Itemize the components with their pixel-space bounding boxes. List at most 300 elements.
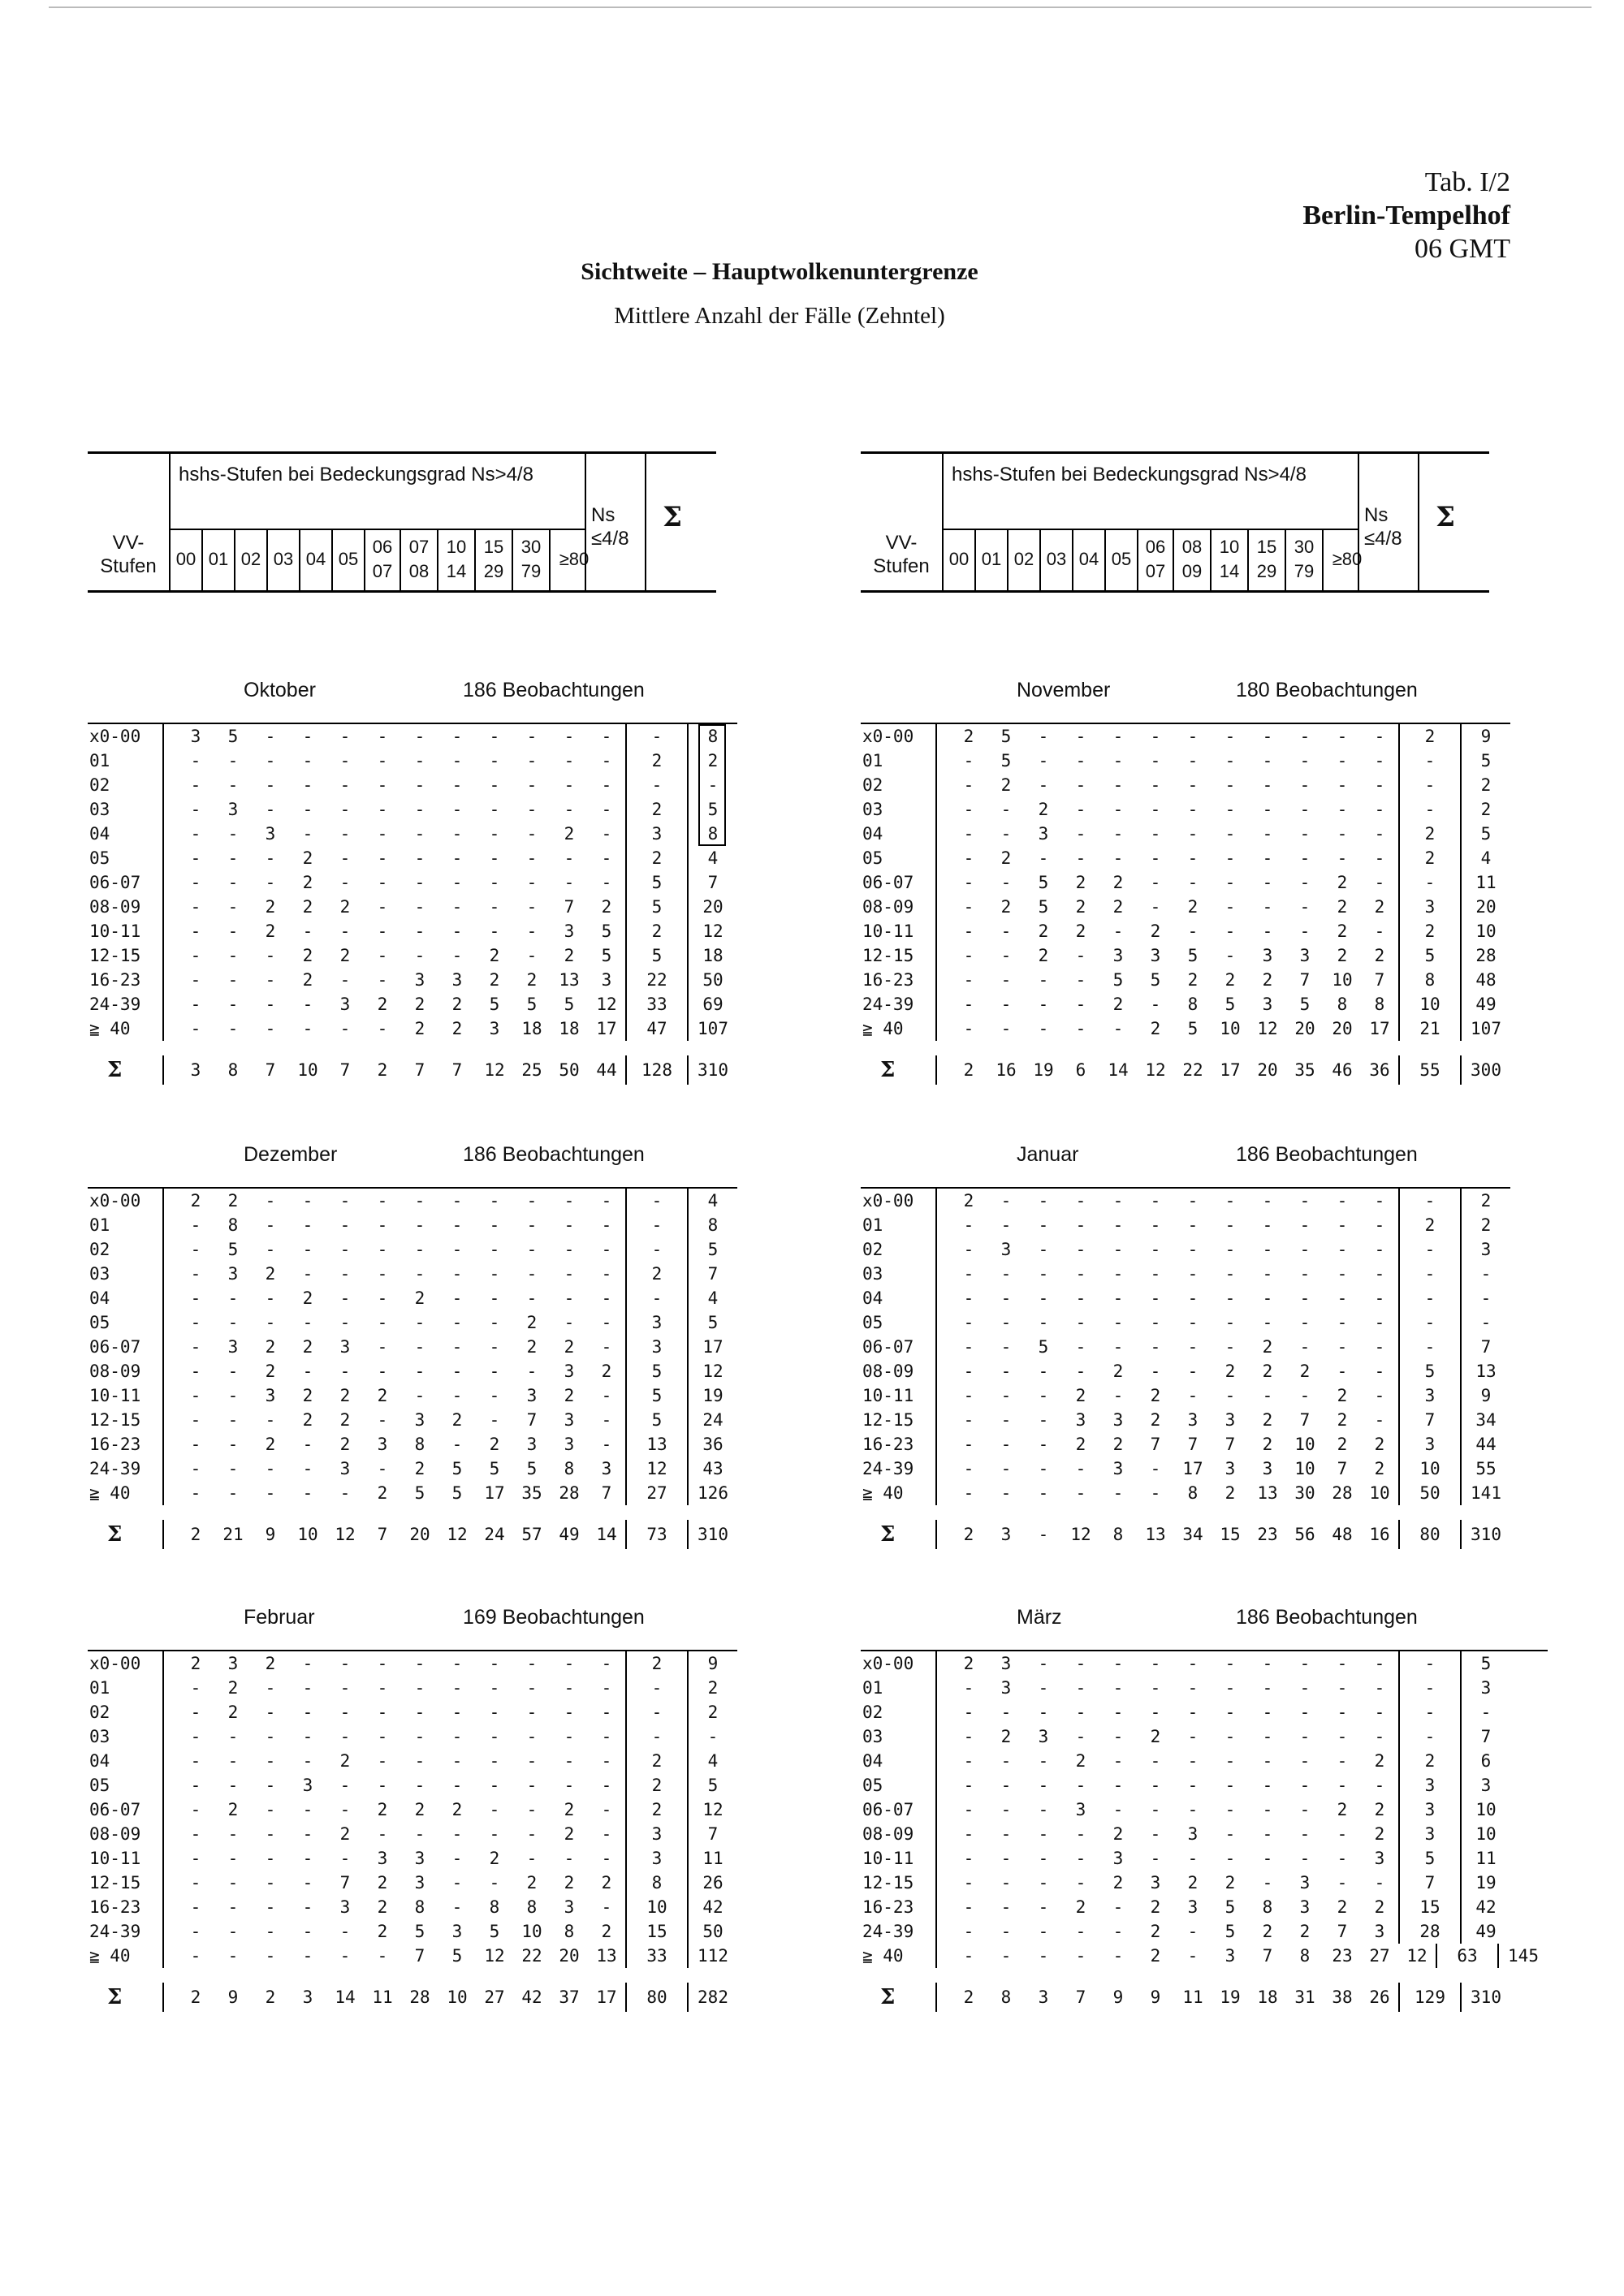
table-cell: 7: [1374, 970, 1385, 990]
table-cell: -: [227, 1946, 239, 1966]
table-cell: -: [1150, 1678, 1161, 1698]
table-cell: -: [414, 1727, 425, 1746]
table-cell: -: [963, 1313, 974, 1332]
table-cell: -: [377, 1410, 388, 1430]
table-cell: -: [1187, 1703, 1199, 1722]
ns-cell: 2: [625, 846, 687, 870]
table-cell: 8: [564, 1922, 575, 1941]
table-row: [88, 1408, 737, 1432]
table-cell: 3: [414, 970, 425, 990]
table-cell: 2: [339, 1435, 351, 1454]
table-cell: 2: [1224, 970, 1236, 990]
table-cell: -: [1000, 1897, 1012, 1917]
table-cell: -: [1262, 1849, 1273, 1868]
sum-total-cell: 129: [1398, 1983, 1460, 2012]
ns-cell: 33: [625, 992, 687, 1016]
vv-stufe-label: x0-00: [862, 727, 914, 746]
table-cell: -: [1038, 1703, 1049, 1722]
sum-total-cell: 26: [1369, 1987, 1390, 2007]
table-cell: -: [1038, 1873, 1049, 1892]
table-cell: -: [963, 1824, 974, 1844]
table-cell: -: [1075, 727, 1086, 746]
table-cell: -: [1374, 1410, 1385, 1430]
sum-row: [88, 1520, 737, 1549]
table-cell: -: [1224, 873, 1236, 892]
table-cell: -: [414, 946, 425, 965]
column-divider: [162, 773, 177, 797]
table-cell: 18: [521, 1019, 542, 1038]
table-cell: -: [564, 848, 575, 868]
table-cell: -: [1299, 824, 1311, 844]
table-cell: -: [190, 921, 201, 941]
table-cell: -: [1224, 1800, 1236, 1819]
table-cell: -: [1187, 1654, 1199, 1673]
table-cell: 3: [227, 1337, 239, 1357]
table-cell: -: [414, 775, 425, 795]
vv-stufe-label: 04: [862, 824, 883, 844]
table-cell: -: [1262, 848, 1273, 868]
table-cell: -: [1075, 1849, 1086, 1868]
table-cell: -: [265, 1288, 276, 1308]
table-cell: -: [1112, 1386, 1124, 1405]
table-cell: 2: [227, 1678, 239, 1698]
column-divider: [935, 1651, 950, 1676]
table-cell: -: [963, 1776, 974, 1795]
table-cell: -: [1075, 1240, 1086, 1259]
ns-cell: 3: [1398, 1822, 1460, 1846]
table-cell: -: [1374, 1313, 1385, 1332]
table-row: [861, 1237, 1510, 1262]
sum-cell: 24: [687, 1408, 737, 1432]
table-cell: 2: [302, 1337, 313, 1357]
vv-stufe-label: 24-39: [862, 1922, 914, 1941]
table-cell: -: [564, 1703, 575, 1722]
table-row: [861, 1481, 1510, 1505]
month-name: Oktober: [244, 679, 316, 701]
table-row: [861, 1700, 1548, 1724]
ns-cell: -: [625, 1237, 687, 1262]
table-cell: 5: [1150, 970, 1161, 990]
table-cell: -: [265, 1703, 276, 1722]
table-cell: -: [1000, 1191, 1012, 1211]
table-cell: 2: [1262, 970, 1273, 990]
ns-cell: 5: [1398, 1359, 1460, 1383]
sum-total-cell: 19: [1220, 1987, 1241, 2007]
table-cell: -: [1150, 1483, 1161, 1503]
table-cell: 3: [339, 1897, 351, 1917]
ns-cell: 5: [625, 870, 687, 895]
table-cell: -: [227, 1849, 239, 1868]
table-cell: 2: [302, 873, 313, 892]
table-cell: 2: [564, 1386, 575, 1405]
table-cell: -: [190, 1776, 201, 1795]
column-divider: [935, 1724, 950, 1749]
table-cell: -: [1187, 751, 1199, 770]
table-cell: -: [1000, 800, 1012, 819]
table-row: [861, 1724, 1548, 1749]
table-cell: -: [1075, 1288, 1086, 1308]
column-divider: [162, 1055, 177, 1085]
stufen-code: 15 29: [474, 529, 512, 590]
stufen-code: 30 79: [1285, 529, 1322, 590]
table-cell: 5: [526, 995, 538, 1014]
table-cell: 3: [1299, 1873, 1311, 1892]
table-cell: -: [377, 800, 388, 819]
table-cell: -: [1374, 1678, 1385, 1698]
table-cell: -: [526, 1288, 538, 1308]
vv-stufe-label: 10-11: [862, 921, 914, 941]
table-cell: 2: [339, 1824, 351, 1844]
table-cell: 2: [564, 1873, 575, 1892]
table-cell: 3: [1187, 1824, 1199, 1844]
month-name: Dezember: [244, 1143, 338, 1166]
table-cell: 2: [564, 1337, 575, 1357]
table-cell: -: [302, 1191, 313, 1211]
sum-cell: 3: [1460, 1237, 1510, 1262]
month-name: Januar: [1017, 1143, 1079, 1166]
table-cell: -: [1150, 824, 1161, 844]
table-cell: -: [339, 1240, 351, 1259]
header-divider: [1418, 454, 1419, 590]
table-cell: -: [1112, 848, 1124, 868]
table-cell: -: [963, 775, 974, 795]
table-cell: -: [963, 970, 974, 990]
table-cell: -: [1112, 1264, 1124, 1284]
stufen-heading: hshs-Stufen bei Bedeckungsgrad Ns>4/8: [952, 464, 1307, 486]
table-cell: 2: [1337, 1897, 1348, 1917]
table-row: [88, 822, 737, 846]
sum-total-cell: 12: [335, 1525, 356, 1544]
table-cell: 8: [1262, 1897, 1273, 1917]
table-cell: -: [1150, 1240, 1161, 1259]
table-cell: -: [227, 1897, 239, 1917]
ns-cell: -: [1398, 1700, 1460, 1724]
table-cell: -: [1000, 1776, 1012, 1795]
vv-stufe-label: 03: [89, 800, 110, 819]
table-cell: -: [1224, 897, 1236, 917]
table-row: [861, 1798, 1548, 1822]
table-cell: -: [227, 1922, 239, 1941]
table-cell: -: [190, 1922, 201, 1941]
table-cell: 3: [1038, 824, 1049, 844]
vv-stufe-label: 16-23: [89, 1435, 141, 1454]
stufen-code: 03: [1039, 529, 1072, 590]
ns-cell: 27: [625, 1481, 687, 1505]
table-cell: -: [1000, 1313, 1012, 1332]
sum-total-cell: 46: [1332, 1060, 1353, 1080]
table-cell: -: [451, 775, 463, 795]
ns-cell: 15: [625, 1919, 687, 1944]
sum-cell: -: [1460, 1700, 1510, 1724]
table-cell: 3: [414, 1873, 425, 1892]
table-cell: 7: [1299, 1410, 1311, 1430]
table-cell: 23: [1332, 1946, 1353, 1966]
table-cell: 2: [1337, 1386, 1348, 1405]
table-cell: -: [339, 824, 351, 844]
column-divider: [162, 1286, 177, 1310]
table-cell: -: [1224, 1240, 1236, 1259]
table-cell: 3: [265, 824, 276, 844]
table-cell: -: [489, 1264, 500, 1284]
table-cell: -: [601, 1288, 612, 1308]
table-cell: -: [1224, 1703, 1236, 1722]
table-cell: -: [601, 1410, 612, 1430]
table-cell: 5: [451, 1459, 463, 1478]
table-cell: -: [1150, 1215, 1161, 1235]
table-cell: -: [601, 1776, 612, 1795]
table-cell: -: [1224, 1313, 1236, 1332]
table-cell: -: [1112, 1654, 1124, 1673]
table-cell: -: [1374, 1873, 1385, 1892]
sum-cell: 2: [687, 1676, 737, 1700]
table-cell: -: [190, 1800, 201, 1819]
vv-stufe-label: 06-07: [89, 1800, 141, 1819]
table-cell: -: [451, 1288, 463, 1308]
table-cell: -: [1337, 1191, 1348, 1211]
observation-count: 186 Beobachtungen: [463, 679, 645, 701]
table-cell: -: [377, 873, 388, 892]
table-cell: -: [963, 1678, 974, 1698]
table-cell: 3: [1262, 946, 1273, 965]
table-cell: -: [1000, 1849, 1012, 1868]
vv-stufe-label: ≧ 40: [89, 1019, 131, 1038]
table-row: [861, 1432, 1510, 1457]
table-row: [88, 1700, 737, 1724]
table-cell: 12: [484, 1946, 505, 1966]
table-cell: -: [1075, 1362, 1086, 1381]
table-cell: 35: [521, 1483, 542, 1503]
table-cell: 2: [1112, 1362, 1124, 1381]
table-cell: -: [451, 1873, 463, 1892]
table-cell: -: [414, 824, 425, 844]
table-cell: 2: [1374, 1897, 1385, 1917]
table-cell: -: [489, 1410, 500, 1430]
vv-stufe-label: 05: [89, 848, 110, 868]
table-cell: 3: [1000, 1654, 1012, 1673]
ns-cell: -: [625, 1286, 687, 1310]
table-cell: 2: [601, 1873, 612, 1892]
column-divider: [162, 1457, 177, 1481]
stufen-codes: [942, 529, 1371, 590]
table-cell: -: [414, 873, 425, 892]
table-row: [88, 992, 737, 1016]
table-cell: -: [302, 1483, 313, 1503]
table-row: [861, 1408, 1510, 1432]
table-cell: -: [377, 848, 388, 868]
ns-cell: -: [625, 1676, 687, 1700]
table-cell: -: [1000, 1824, 1012, 1844]
vv-stufe-label: 16-23: [862, 1435, 914, 1454]
table-cell: -: [1187, 824, 1199, 844]
ns-cell: 7: [1398, 1408, 1460, 1432]
table-cell: -: [1150, 1800, 1161, 1819]
table-cell: -: [1299, 873, 1311, 892]
column-divider: [935, 1432, 950, 1457]
table-cell: 3: [564, 1410, 575, 1430]
table-cell: -: [190, 970, 201, 990]
table-cell: 7: [1187, 1435, 1199, 1454]
table-cell: -: [564, 1727, 575, 1746]
sum-cell: 7: [687, 1822, 737, 1846]
table-cell: -: [339, 1019, 351, 1038]
table-cell: 3: [227, 800, 239, 819]
sum-cell: 12: [687, 919, 737, 943]
table-cell: -: [1299, 1191, 1311, 1211]
table-cell: -: [339, 1776, 351, 1795]
table-cell: 3: [1112, 946, 1124, 965]
table-cell: -: [377, 751, 388, 770]
table-row: [88, 870, 737, 895]
table-cell: -: [1337, 1849, 1348, 1868]
table-cell: -: [1262, 1776, 1273, 1795]
ns-cell: 3: [1398, 1432, 1460, 1457]
table-cell: -: [1262, 1386, 1273, 1405]
table-cell: -: [414, 800, 425, 819]
table-cell: -: [339, 1191, 351, 1211]
sum-cell: 5: [687, 1310, 737, 1335]
table-cell: -: [489, 1727, 500, 1746]
table-cell: -: [1187, 1191, 1199, 1211]
stufen-code: 06 07: [1137, 529, 1173, 590]
table-cell: 3: [1112, 1459, 1124, 1478]
table-cell: -: [302, 1654, 313, 1673]
table-cell: -: [265, 1678, 276, 1698]
sum-label: Σ: [107, 1522, 123, 1547]
table-row: [88, 943, 737, 968]
ns-cell: -: [1398, 797, 1460, 822]
table-cell: -: [1262, 775, 1273, 795]
table-cell: -: [1075, 970, 1086, 990]
table-cell: 2: [1299, 1362, 1311, 1381]
sum-cell: 4: [687, 846, 737, 870]
table-cell: -: [1150, 848, 1161, 868]
table-cell: -: [302, 1800, 313, 1819]
table-cell: -: [1112, 1313, 1124, 1332]
table-cell: -: [227, 751, 239, 770]
table-cell: -: [1374, 1191, 1385, 1211]
table-cell: -: [1112, 1288, 1124, 1308]
table-cell: 3: [1075, 1800, 1086, 1819]
top-rule: [49, 6, 1592, 8]
table-cell: 2: [1112, 1435, 1124, 1454]
sum-cell: 28: [1460, 943, 1510, 968]
sum-total-cell: 2: [190, 1525, 201, 1544]
table-cell: -: [1299, 800, 1311, 819]
table-cell: -: [601, 1654, 612, 1673]
table-cell: -: [339, 1362, 351, 1381]
column-divider: [162, 919, 177, 943]
table-cell: -: [489, 1678, 500, 1698]
sum-cell: 112: [687, 1944, 737, 1968]
column-divider: [162, 1944, 177, 1968]
table-cell: 2: [1075, 897, 1086, 917]
sum-cell: 2: [1460, 1213, 1510, 1237]
ns-cell: -: [625, 1213, 687, 1237]
table-cell: 2: [1075, 1386, 1086, 1405]
table-cell: 2: [1262, 1922, 1273, 1941]
table-cell: -: [489, 1654, 500, 1673]
table-cell: -: [489, 1240, 500, 1259]
table-cell: -: [302, 1873, 313, 1892]
column-divider: [935, 846, 950, 870]
table-cell: 2: [1262, 1362, 1273, 1381]
table-row: [88, 1749, 737, 1773]
vv-stufe-label: 12-15: [862, 946, 914, 965]
column-divider: [935, 1457, 950, 1481]
vv-stufe-label: 16-23: [89, 1897, 141, 1917]
table-cell: -: [963, 1240, 974, 1259]
table-cell: -: [1112, 1191, 1124, 1211]
table-cell: -: [1075, 1264, 1086, 1284]
table-cell: -: [1112, 1727, 1124, 1746]
sum-total-cell: 12: [1070, 1525, 1091, 1544]
table-cell: -: [1112, 921, 1124, 941]
table-cell: 7: [526, 1410, 538, 1430]
table-cell: 2: [1224, 1362, 1236, 1381]
sum-cell: 5: [687, 797, 737, 822]
table-cell: 3: [526, 1386, 538, 1405]
table-cell: -: [339, 1288, 351, 1308]
column-divider: [162, 992, 177, 1016]
table-cell: -: [1112, 1337, 1124, 1357]
table-cell: -: [564, 1678, 575, 1698]
sum-total-cell: 14: [1108, 1060, 1129, 1080]
sum-cell: 2: [1460, 1189, 1510, 1213]
sum-cell: -: [687, 773, 737, 797]
table-cell: -: [1150, 1313, 1161, 1332]
column-divider: [935, 968, 950, 992]
table-cell: -: [227, 1410, 239, 1430]
table-cell: 5: [489, 1459, 500, 1478]
column-divider: [162, 1798, 177, 1822]
vv-stufe-label: 06-07: [89, 1337, 141, 1357]
table-cell: -: [1000, 824, 1012, 844]
vv-stufe-label: x0-00: [89, 1654, 141, 1673]
table-cell: -: [1075, 1654, 1086, 1673]
table-cell: -: [377, 1654, 388, 1673]
column-divider: [162, 749, 177, 773]
table-row: [88, 1335, 737, 1359]
table-cell: -: [190, 1703, 201, 1722]
table-cell: -: [339, 848, 351, 868]
sum-cell: -: [1460, 1262, 1510, 1286]
stufen-code: 01: [201, 529, 234, 590]
table-cell: -: [1038, 1897, 1049, 1917]
month-name: November: [1017, 679, 1111, 701]
column-divider: [162, 1237, 177, 1262]
table-cell: -: [1112, 824, 1124, 844]
header-divider: [585, 454, 586, 590]
table-cell: -: [190, 1288, 201, 1308]
table-cell: 2: [265, 1337, 276, 1357]
table-cell: -: [451, 946, 463, 965]
table-row: [861, 1335, 1510, 1359]
table-cell: -: [1187, 873, 1199, 892]
table-cell: -: [1038, 1019, 1049, 1038]
vv-stufe-label: 01: [89, 1678, 110, 1698]
table-cell: -: [1224, 1776, 1236, 1795]
table-cell: -: [1150, 1459, 1161, 1478]
table-cell: -: [1262, 727, 1273, 746]
table-cell: -: [1262, 873, 1273, 892]
table-cell: 13: [596, 1946, 617, 1966]
table-cell: -: [414, 1240, 425, 1259]
table-cell: 5: [451, 1946, 463, 1966]
column-divider: [935, 1383, 950, 1408]
sigma-heading: Σ: [663, 501, 683, 533]
table-cell: -: [1337, 775, 1348, 795]
column-divider: [935, 724, 950, 749]
